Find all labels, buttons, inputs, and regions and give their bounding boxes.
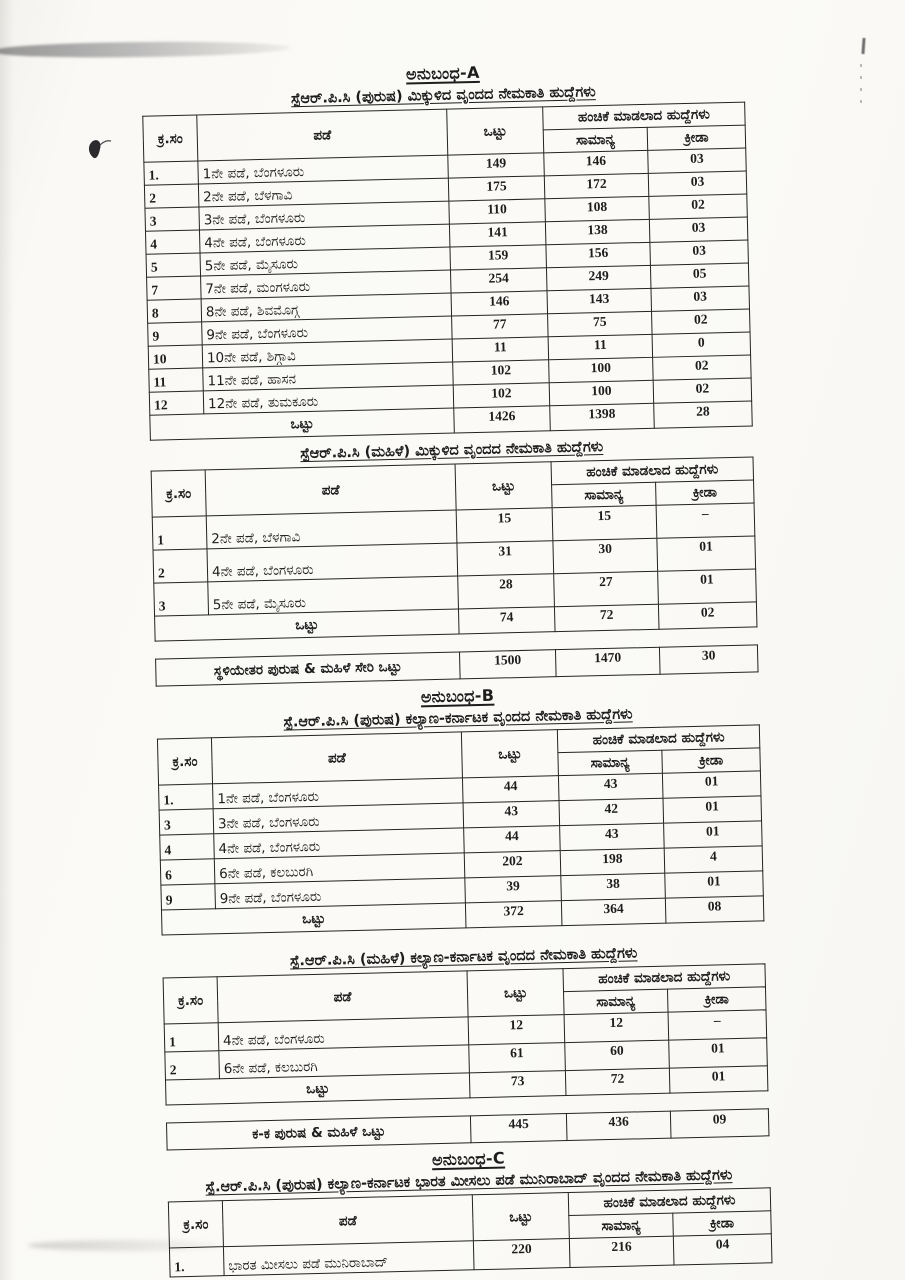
col-total: ಒಟ್ಟು [447,107,544,155]
sports-cell: 03 [649,217,748,242]
col-general: ಸಾಮಾನ್ಯ [569,1213,674,1238]
annexure-c-heading: ಅನುಬಂಧ-C [431,1148,506,1170]
sports-cell: 0 [652,332,751,357]
unit-cell: 1ನೇ ಪಡೆ, ಬೆಂಗಳೂರು [213,778,464,809]
table-a-women-body [152,503,756,616]
sports-cell: 02 [649,194,748,219]
total-cell: 15 [456,508,553,543]
sl-no-cell: 6 [160,859,215,885]
unit-cell: 9ನೇ ಪಡೆ, ಬೆಂಗಳೂರು [215,878,466,909]
total-cell: 149 [448,153,545,178]
total-cell: 44 [462,776,559,803]
unit-cell: 10ನೇ ಪಡೆ, ಶಿಗ್ಗಾವಿ [202,339,452,368]
table-title-a-men: ಸ್ಪೆಆರ್.ಪಿ.ಸಿ (ಪುರುಷ) ಮಿಕ್ಕುಳಿದ ವೃಂದದ ನೇಮಕಾತಿ ಹುದ್ದೆಗಳು [290,84,596,108]
col-sl-no: ಕ್ರ.ಸಂ [157,738,212,785]
sl-no-cell: 3 [154,582,209,616]
col-sports: ಕ್ರೀಡಾ [662,748,761,773]
table-title-a-women: ಸ್ಪೆಆರ್.ಪಿ.ಸಿ (ಮಹಿಳೆ) ಮಿಕ್ಕುಳಿದ ವೃಂದದ ನೇಮಕಾತಿ ಹುದ್ದೆಗಳು [300,439,604,463]
sl-no-cell: 1. [159,784,214,810]
total-overall-cell: 372 [465,901,562,928]
summary-general-cell: 1470 [555,647,660,676]
unit-cell: 7ನೇ ಪಡೆ, ಮಂಗಳೂರು [201,270,451,299]
col-general: ಸಾಮಾನ್ಯ [543,127,648,152]
col-sports: ಕ್ರೀಡಾ [656,480,755,505]
sl-no-cell: 2 [153,549,208,583]
table-b-men [157,724,764,935]
total-sports-cell: 01 [669,1066,768,1093]
col-unit: ಪಡೆ [211,732,462,784]
total-cell: 44 [464,826,561,853]
general-cell: 38 [561,873,666,900]
sl-no-cell: 8 [147,299,202,323]
summary-sports-cell: 09 [670,1109,769,1138]
total-cell: 175 [448,176,545,201]
sports-cell: – [668,1010,767,1040]
unit-cell: 2ನೇ ಪಡೆ, ಬೆಳಗಾವಿ [198,178,448,207]
general-cell: 100 [549,357,654,382]
sl-no-cell: 4 [160,834,215,860]
unit-cell: 6ನೇ ಪಡೆ, ಕಲಬುರಗಿ [214,853,465,884]
sports-cell: 03 [648,171,747,196]
sports-cell: 03 [651,286,750,311]
sports-cell: 01 [663,796,762,823]
total-cell: 220 [473,1239,570,1270]
sports-cell: 4 [664,846,763,873]
col-general: ಸಾಮಾನ್ಯ [558,750,663,775]
sl-no-cell: 12 [149,391,204,415]
sl-no-cell: 2 [144,184,199,208]
total-label: ಒಟ್ಟು [150,408,455,440]
total-cell: 43 [463,801,560,828]
table-a-women [151,456,758,641]
sl-no-cell: 1 [164,1023,219,1052]
total-general-cell: 72 [565,1068,670,1095]
unit-cell: 3ನೇ ಪಡೆ, ಬೆಂಗಳೂರು [199,201,449,230]
sports-cell: 03 [650,240,749,265]
col-total: ಒಟ್ಟು [455,462,552,510]
total-sports-cell: 08 [665,896,764,923]
col-sl-no: ಕ್ರ.ಸಂ [143,115,198,162]
col-unit: ಪಡೆ [222,1195,473,1247]
summary-general-cell: 436 [566,1111,671,1140]
total-cell: 110 [449,199,546,224]
table-b-women [163,963,769,1105]
sports-cell: 02 [652,309,751,334]
general-cell: 216 [569,1236,674,1267]
summary-overall-cell: 445 [470,1114,567,1143]
sports-cell: 01 [665,871,764,898]
general-cell: 60 [565,1040,670,1070]
table-c-men [168,1187,773,1277]
sports-cell: 05 [650,263,749,288]
sl-no-cell: 3 [145,207,200,231]
sl-no-cell: 7 [147,276,202,300]
col-allocated: ಹಂಚಿಕೆ ಮಾಡಲಾದ ಹುದ್ದೆಗಳು [543,102,745,130]
col-general: ಸಾಮಾನ್ಯ [564,989,669,1014]
sl-no-cell: 1. [169,1247,224,1277]
general-cell: 43 [560,823,665,850]
unit-cell: 4ನೇ ಪಡೆ, ಬೆಂಗಳೂರು [218,1017,469,1051]
total-cell: 61 [469,1043,566,1073]
sports-cell: 01 [657,536,756,571]
annexure-a-heading: ಅನುಬಂಧ-A [405,62,480,84]
general-cell: 138 [545,219,650,244]
col-unit: ಪಡೆ [197,109,448,161]
total-cell: 102 [453,383,550,408]
general-cell: 75 [548,311,653,336]
table-title-c-men: ಸ್ಪೆ.ಆರ್.ಪಿ.ಸಿ (ಪುರುಷ) ಕಲ್ಯಾಣ-ಕರ್ನಾಟಕ ಭಾರತ ಮೀಸಲು ಪಡೆ ಮುನಿರಾಬಾದ್ ವೃಂದದ ನೇಮಕಾತಿ ಹುದ್ದೆಗಳು [205,1167,733,1196]
total-cell: 28 [458,574,555,609]
summary-label: ಸ್ಥಳಿಯೇತರ ಪುರುಷ & ಮಹಿಳೆ ಸೇರಿ ಒಟ್ಟು [156,652,461,686]
summary-label: ಕ-ಕ ಪುರುಷ & ಮಹಿಳೆ ಒಟ್ಟು [166,1116,471,1150]
col-allocated: ಹಂಚಿಕೆ ಮಾಡಲಾದ ಹುದ್ದೆಗಳು [551,457,753,485]
general-cell: 27 [554,571,659,606]
col-unit: ಪಡೆ [217,971,468,1023]
general-cell: 30 [553,538,658,573]
total-sports-cell: 28 [654,401,753,428]
general-cell: 43 [558,773,663,800]
col-sl-no: ಕ್ರ.ಸಂ [163,977,218,1024]
total-label: ಒಟ್ಟು [155,609,460,641]
unit-cell: 6ನೇ ಪಡೆ, ಕಲಬುರಗಿ [219,1045,470,1079]
unit-cell: 5ನೇ ಪಡೆ, ಮೈಸೂರು [200,247,450,276]
unit-cell: 3ನೇ ಪಡೆ, ಬೆಂಗಳೂರು [213,803,464,834]
total-overall-cell: 74 [458,607,555,634]
unit-cell: 4ನೇ ಪಡೆ, ಬೆಂಗಳೂರು [214,828,465,859]
total-cell: 141 [449,222,546,247]
general-cell: 100 [549,380,654,405]
unit-cell: 11ನೇ ಪಡೆ, ಹಾಸನ [203,362,453,391]
general-cell: 12 [564,1012,669,1042]
sl-no-cell: 1. [144,161,199,185]
col-sports: ಕ್ರೀಡಾ [647,125,746,150]
total-cell: 146 [451,291,548,316]
sl-no-cell: 4 [145,230,200,254]
table-b-men-body [159,771,764,910]
table-a-men-body [144,148,752,415]
sports-cell: 01 [662,771,761,798]
total-cell: 31 [457,541,554,576]
total-cell: 77 [452,314,549,339]
sports-cell: 03 [648,148,747,173]
total-general-cell: 72 [554,604,659,631]
sports-cell: 01 [669,1038,768,1068]
unit-cell: 2ನೇ ಪಡೆ, ಬೆಳಗಾವಿ [206,510,457,549]
total-overall-cell: 73 [469,1071,566,1098]
total-cell: 254 [450,268,547,293]
unit-cell: ಭಾರತ ಮೀಸಲು ಪಡೆ ಮುನಿರಾಬಾದ್ [223,1241,474,1276]
general-cell: 108 [545,196,650,221]
col-sl-no: ಕ್ರ.ಸಂ [168,1201,223,1248]
general-cell: 11 [548,334,653,359]
col-sports: ಕ್ರೀಡಾ [667,987,766,1012]
summary-sports-cell: 30 [659,645,758,674]
sl-no-cell: 1 [152,516,207,550]
general-cell: 146 [544,150,649,175]
col-sports: ಕ್ರೀಡಾ [673,1211,772,1236]
total-overall-cell: 1426 [454,406,551,433]
total-cell: 159 [450,245,547,270]
total-cell: 102 [453,360,550,385]
table-a-men [142,102,752,441]
sl-no-cell: 9 [148,322,203,346]
general-cell: 15 [552,505,657,540]
col-allocated: ಹಂಚಿಕೆ ಮಾಡಲಾದ ಹುದ್ದೆಗಳು [563,964,765,992]
general-cell: 172 [544,173,649,198]
col-sl-no: ಕ್ರ.ಸಂ [151,470,206,517]
table-title-b-women: ಸ್ಪೆ.ಆರ್.ಪಿ.ಸಿ (ಮಹಿಳೆ) ಕಲ್ಯಾಣ-ಕರ್ನಾಟಕ ವೃಂದದ ನೇಮಕಾತಿ ಹುದ್ದೆಗಳು [289,945,638,970]
total-general-cell: 364 [561,898,666,925]
total-cell: 202 [464,851,561,878]
general-cell: 198 [560,848,665,875]
sl-no-cell: 11 [149,368,204,392]
sl-no-cell: 9 [161,884,216,910]
total-cell: 39 [465,876,562,903]
table-title-b-men: ಸ್ಪೆ.ಆರ್.ಪಿ.ಸಿ (ಪುರುಷ) ಕಲ್ಯಾಣ-ಕರ್ನಾಟಕ ವೃಂದದ ನೇಮಕಾತಿ ಹುದ್ದೆಗಳು [283,706,633,731]
unit-cell: 12ನೇ ಪಡೆ, ತುಮಕೂರು [203,385,453,414]
sl-no-cell: 10 [148,345,203,369]
unit-cell: 5ನೇ ಪಡೆ, ಮೈಸೂರು [208,576,459,615]
unit-cell: 9ನೇ ಪಡೆ, ಬೆಂಗಳೂರು [202,316,452,345]
sports-cell: 02 [653,355,752,380]
unit-cell: 1ನೇ ಪಡೆ, ಬೆಂಗಳೂರು [198,155,448,184]
col-total: ಒಟ್ಟು [472,1193,569,1241]
summary-overall-cell: 1500 [459,650,556,679]
total-cell: 11 [452,337,549,362]
col-unit: ಪಡೆ [205,464,456,516]
total-sports-cell: 02 [658,602,757,629]
sl-no-cell: 2 [165,1051,220,1080]
general-cell: 249 [546,265,651,290]
total-label: ಒಟ್ಟು [161,903,466,935]
sl-no-cell: 3 [159,809,214,835]
unit-cell: 4ನೇ ಪಡೆ, ಬೆಂಗಳೂರು [199,224,449,253]
col-total: ಒಟ್ಟು [467,969,564,1017]
annexure-b-heading: ಅನುಬಂಧ-B [420,685,495,707]
col-allocated: ಹಂಚಿಕೆ ಮಾಡಲಾದ ಹುದ್ದೆಗಳು [557,725,759,753]
unit-cell: 4ನೇ ಪಡೆ, ಬೆಂಗಳೂರು [207,543,458,582]
sports-cell: 01 [664,821,763,848]
unit-cell: 8ನೇ ಪಡೆ, ಶಿವಮೊಗ್ಗ [201,293,451,322]
total-general-cell: 1398 [550,403,655,430]
total-cell: 12 [468,1015,565,1045]
col-allocated: ಹಂಚಿಕೆ ಮಾಡಲಾದ ಹುದ್ದೆಗಳು [568,1188,770,1216]
total-label: ಒಟ್ಟು [165,1073,470,1105]
sports-cell: 01 [658,569,757,604]
general-cell: 42 [559,798,664,825]
sl-no-cell: 5 [146,253,201,277]
sports-cell: 04 [673,1234,772,1265]
general-cell: 143 [547,288,652,313]
sports-cell: 02 [653,378,752,403]
sports-cell: – [656,503,755,538]
general-cell: 156 [546,242,651,267]
col-general: ಸಾಮಾನ್ಯ [552,482,657,507]
col-total: ಒಟ್ಟು [461,730,558,778]
